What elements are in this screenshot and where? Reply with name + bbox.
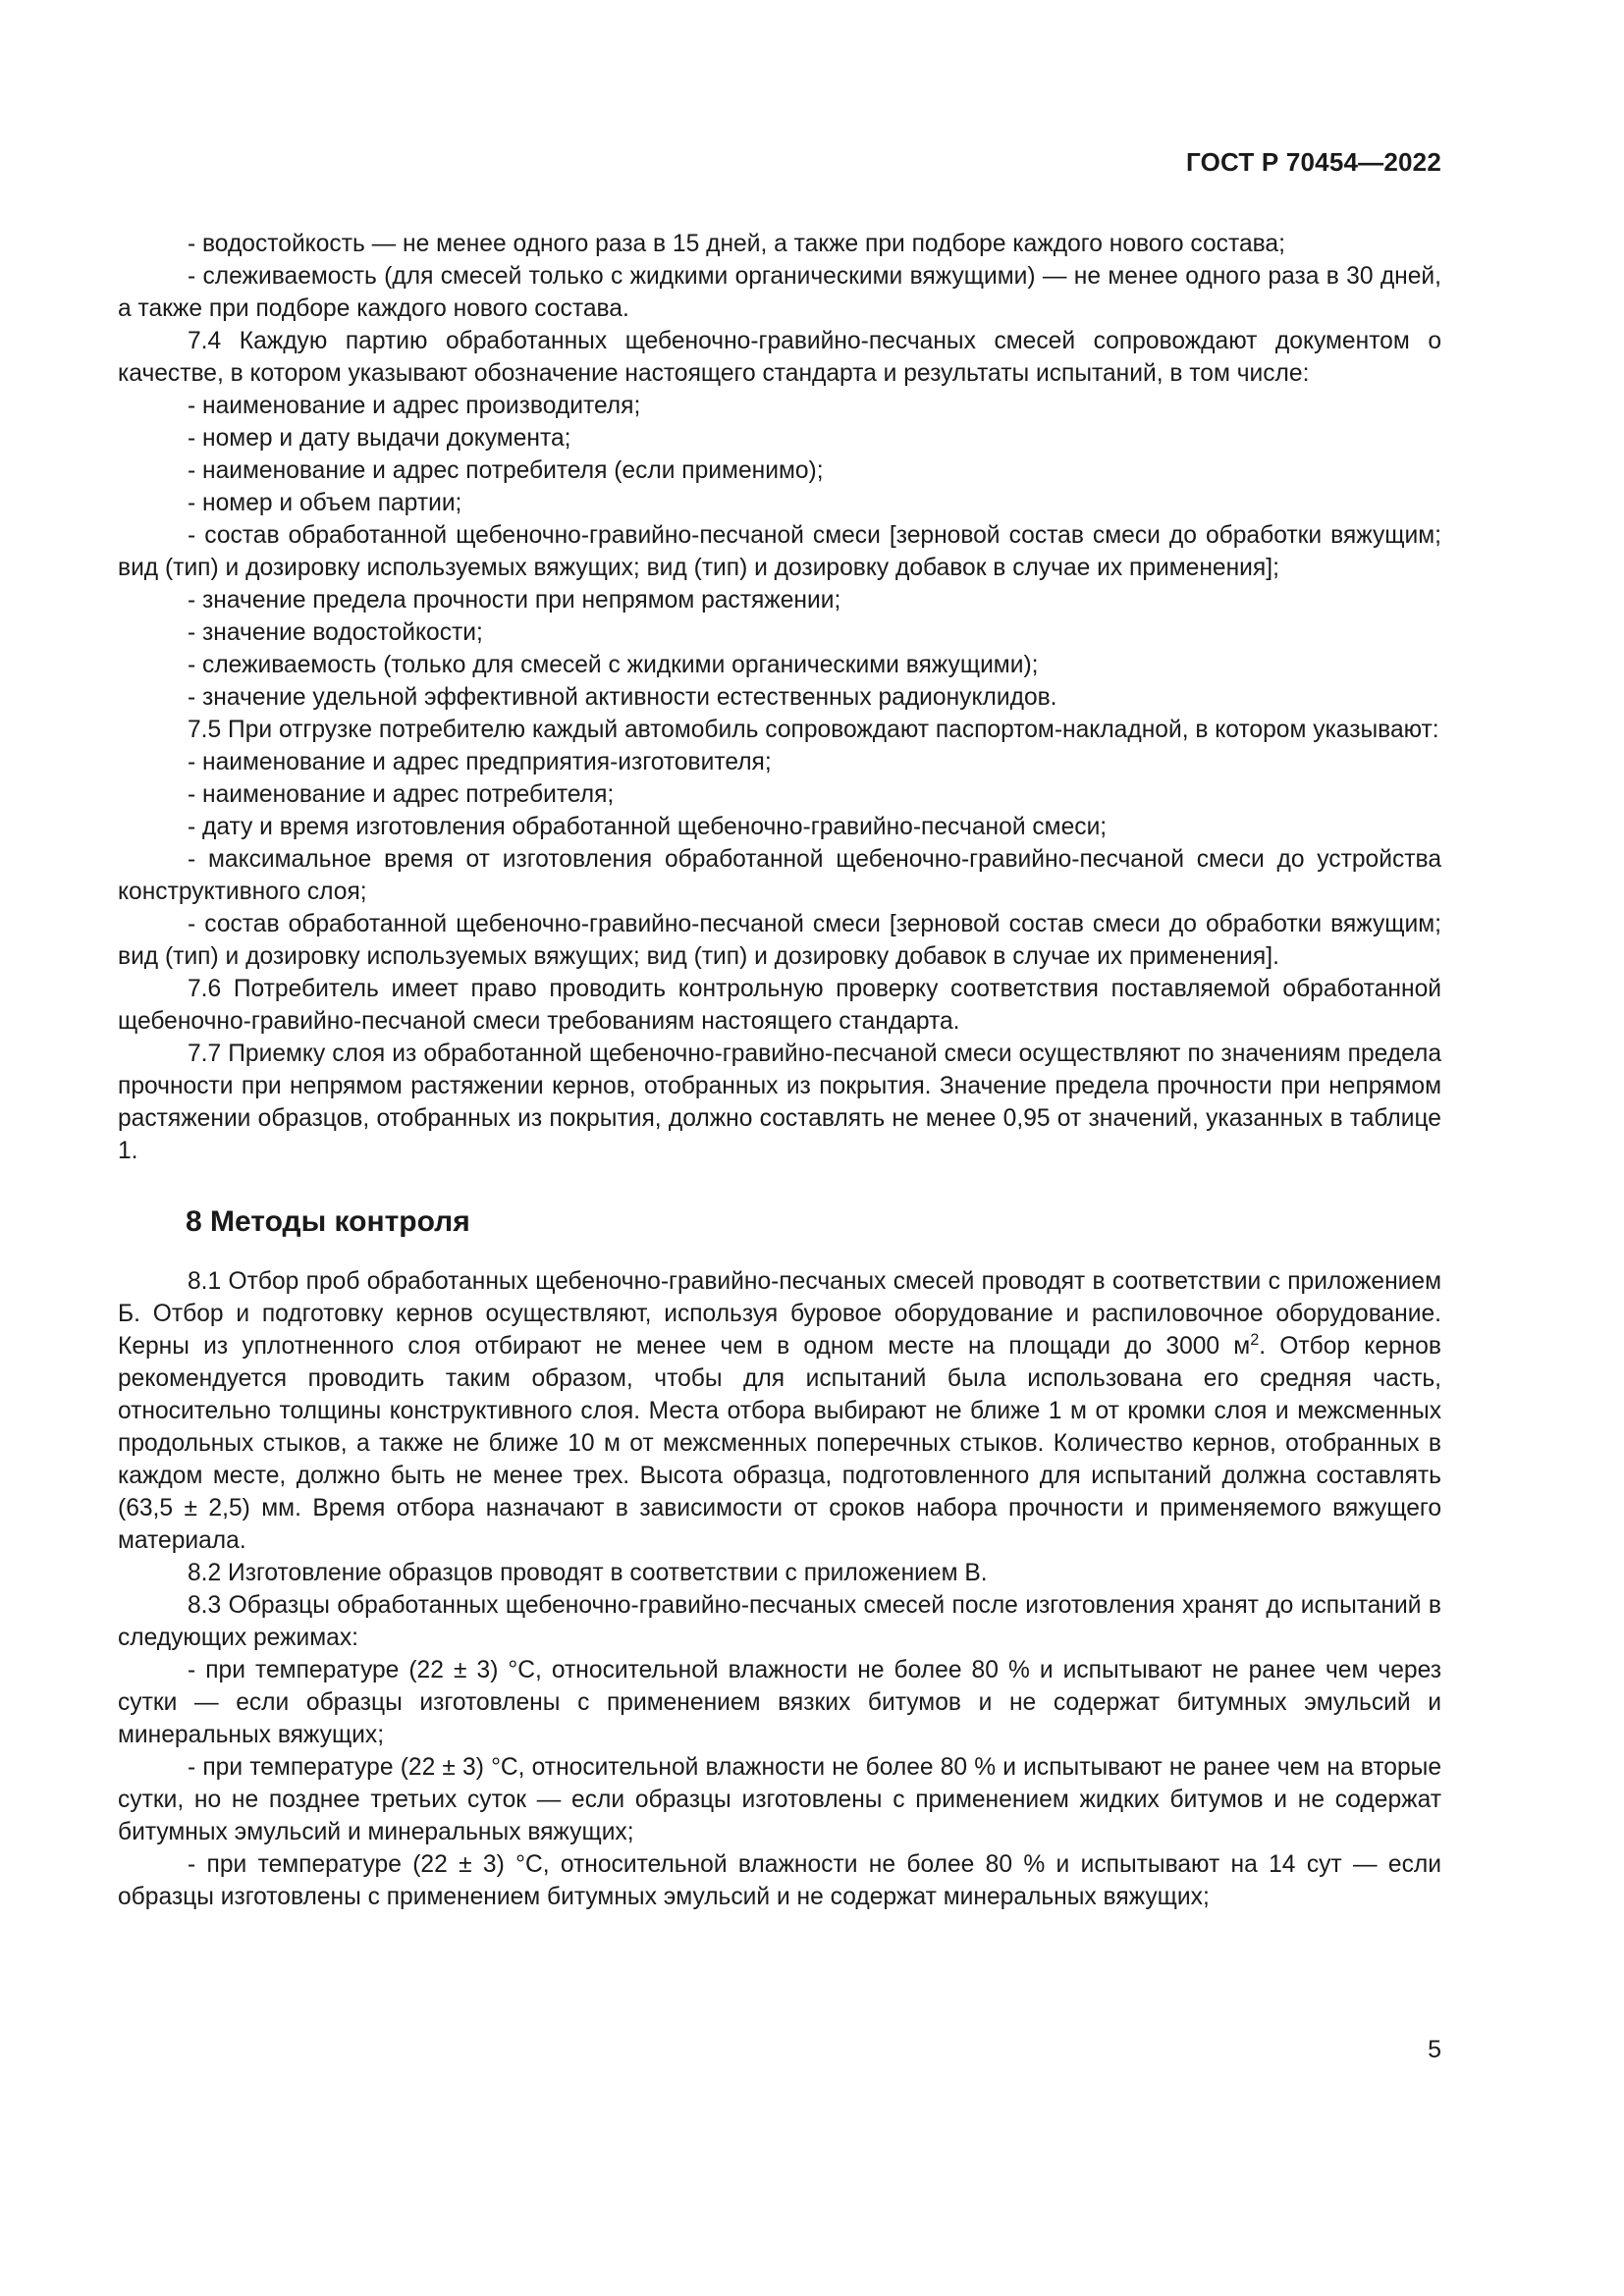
paragraph: 8.3 Образцы обработанных щебеночно-гравийно-песчаных смесей после изготовления хранят до испытаний в следующих режимах: (118, 1592, 1441, 1651)
paragraph: 7.4 Каждую партию обработанных щебеночно-гравийно-песчаных смесей сопровождают документом о качестве, в котором указывают обозначение настоящего стандарта и результаты испытаний, в том числе: (118, 328, 1441, 387)
list-item: - наименование и адрес производителя; (188, 393, 641, 419)
list-item: - при температуре (22 ± 3) °С, относительной влажности не более 80 % и испытывают не ранее чем через сутки — если образцы изготовлены с применением вязких битумов и не содержат битумных эмульсий и минеральных вяжущих; (118, 1657, 1441, 1748)
list-item: - дату и время изготовления обработанной щебеночно-гравийно-песчаной смеси; (188, 814, 1108, 840)
paragraph-text: 8.1 Отбор проб обработанных щебеночно-гравийно-песчаных смесей проводят в соответствии с приложением Б. Отбор и подготовку кернов осуществляют, используя буровое оборудование и распиловочное оборудование. Керны из уплотненного слоя отбирают не менее чем в одном месте на площади до 3000 м (118, 1268, 1441, 1360)
list-item: - значение удельной эффективной активности естественных радионуклидов. (188, 684, 1057, 711)
paragraph: 8.2 Изготовление образцов проводят в соответствии с приложением В. (188, 1560, 988, 1586)
list-item: - значение предела прочности при непрямом растяжении; (188, 587, 841, 614)
paragraph-text: . Отбор кернов рекомендуется проводить таким образом, чтобы для испытаний была использована его средняя часть, относительно толщины конструктивного слоя. Места отбора выбирают не ближе 1 м от кромки слоя и межсменных продольных стыков, а также не ближе 10 м от межсменных поперечных стыков. Количество кернов, отобранных в каждом месте, должно быть не менее трех. Высота образца, подготовленного для испытаний должна составлять (63,5 ± 2,5) мм. Время отбора назначают в зависимости от сроков набора прочности и применяемого вяжущего материала. (118, 1333, 1442, 1554)
list-item: - слеживаемость (только для смесей с жидкими органическими вяжущими); (188, 652, 1039, 678)
paragraph: - водостойкость — не менее одного раза в 15 дней, а также при подборе каждого нового состава; (188, 231, 1285, 257)
list-item: - значение водостойкости; (188, 619, 483, 646)
page-number: 5 (1428, 2036, 1441, 2063)
list-item: - наименование и адрес потребителя (если применимо); (188, 457, 824, 484)
list-item: - максимальное время от изготовления обработанной щебеночно-гравийно-песчаной смеси до устройства конструктивного слоя; (118, 846, 1441, 905)
list-item: - наименование и адрес предприятия-изготовителя; (188, 749, 772, 775)
paragraph: 7.5 При отгрузке потребителю каждый автомобиль сопровождают паспортом-накладной, в котором указывают: (188, 717, 1439, 743)
list-item: - при температуре (22 ± 3) °С, относительной влажности не более 80 % и испытывают на 14 сут — если образцы изготовлены с применением битумных эмульсий и не содержат минеральных вяжущих; (118, 1851, 1441, 1910)
paragraph: 7.6 Потребитель имеет право проводить контрольную проверку соответствия поставляемой обработанной щебеночно-гравийно-песчаной смеси требованиям настоящего стандарта. (118, 976, 1441, 1035)
document-body (118, 228, 1441, 1913)
document-code-header: ГОСТ Р 70454—2022 (1186, 147, 1441, 177)
list-item: - номер и объем партии; (188, 490, 462, 516)
list-item: - состав обработанной щебеночно-гравийно-песчаной смеси [зерновой состав смеси до обработки вяжущим; вид (тип) и дозировку используемых вяжущих; вид (тип) и дозировку добавок в случае их применения]; (118, 522, 1441, 581)
superscript: 2 (1250, 1331, 1260, 1350)
list-item: - состав обработанной щебеночно-гравийно-песчаной смеси [зерновой состав смеси до обработки вяжущим; вид (тип) и дозировку используемых вяжущих; вид (тип) и дозировку добавок в случае их применения]. (118, 911, 1441, 970)
list-item: - наименование и адрес потребителя; (188, 781, 615, 808)
section-heading: 8 Методы контроля (186, 1205, 470, 1238)
paragraph-8-1 (118, 1265, 1441, 1557)
list-item: - номер и дату выдачи документа; (188, 425, 571, 452)
paragraph: 7.7 Приемку слоя из обработанной щебеночно-гравийно-песчаной смеси осуществляют по значениям предела прочности при непрямом растяжении кернов, отобранных из покрытия. Значение предела прочности при непрямом растяжении образцов, отобранных из покрытия, должно составлять не менее 0,95 от значений, указанных в таблице 1. (118, 1041, 1441, 1164)
list-item: - при температуре (22 ± 3) °С, относительной влажности не более 80 % и испытывают не ранее чем на вторые сутки, но не позднее третьих суток — если образцы изготовлены с применением жидких битумов и не содержат битумных эмульсий и минеральных вяжущих; (118, 1754, 1441, 1845)
paragraph: - слеживаемость (для смесей только с жидкими органическими вяжущими) — не менее одного раза в 30 дней, а также при подборе каждого нового состава. (118, 263, 1441, 322)
